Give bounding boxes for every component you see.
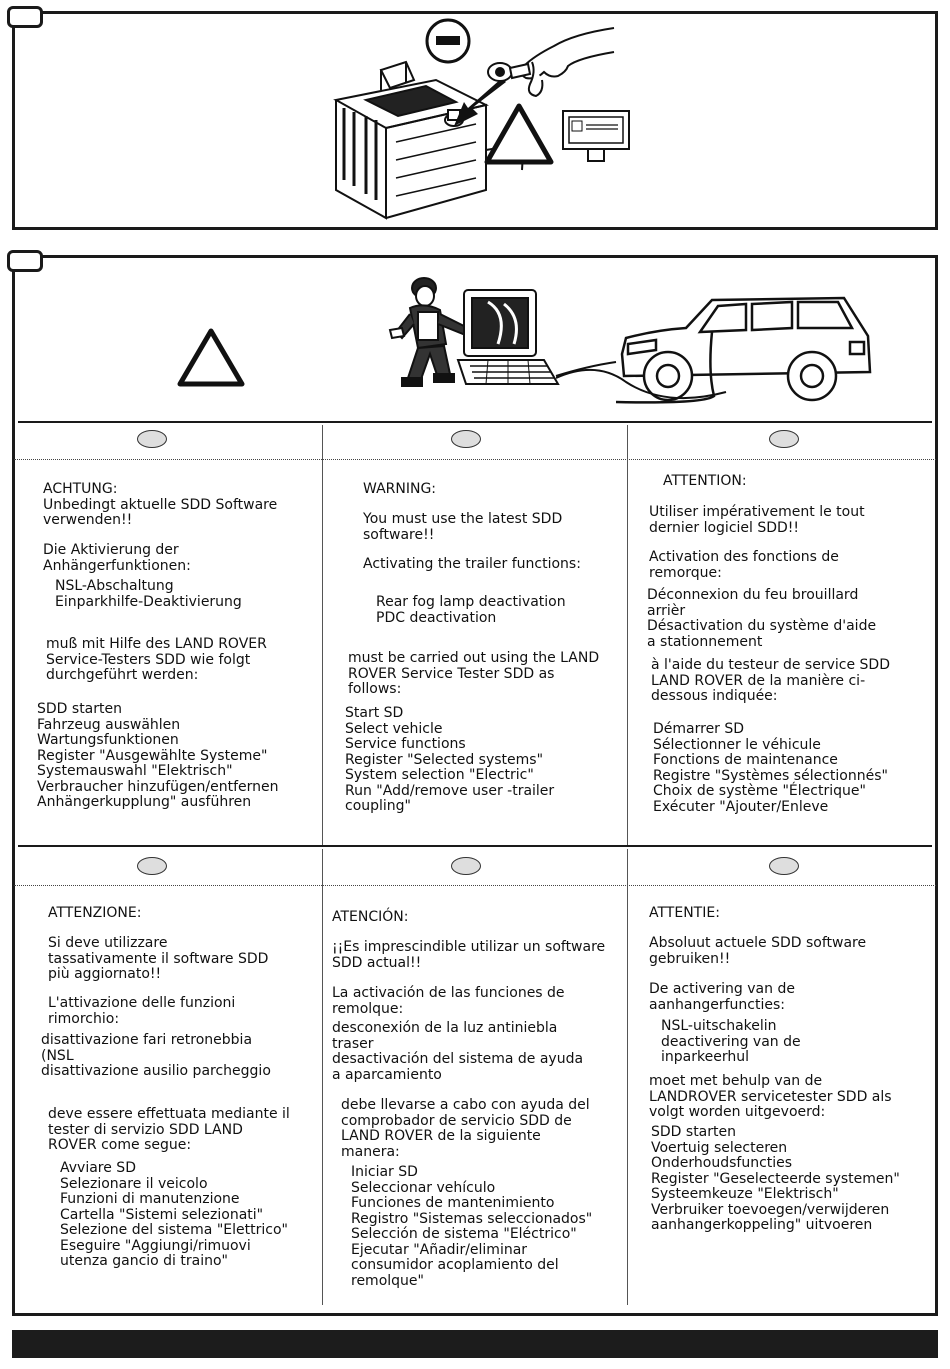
middle-rule xyxy=(18,845,932,847)
warning-triangle-icon xyxy=(483,102,555,166)
text-block: L'attivazione delle funzioni rimorchio: xyxy=(48,995,236,1027)
text-block: ATTENTION: xyxy=(663,473,747,489)
language-marker xyxy=(451,857,481,875)
text-block: Iniciar SD Seleccionar vehículo Funciones de mantenimiento Registro "Sistemas seleccionados" Selección de sistema "Eléctrico" Ejecutar "Añadir/eliminar consumidor acoplamiento del remolque" xyxy=(351,1164,593,1289)
text-block: must be carried out using the LAND ROVER Service Tester SDD as follows: xyxy=(348,650,600,697)
text-block: ATTENTIE: xyxy=(649,905,720,921)
warning-triangle-icon xyxy=(175,325,247,389)
column-divider xyxy=(627,849,628,1305)
text-block: ATENCIÓN: xyxy=(332,909,409,925)
text-block: Activating the trailer functions: xyxy=(363,556,581,572)
text-block: ¡¡Es imprescindible utilizar un software SDD actual!! xyxy=(332,939,606,971)
text-block: Absoluut actuele SDD software gebruiken!! xyxy=(649,935,867,967)
text-block: à l'aide du testeur de service SDD LAND ROVER de la manière ci- dessous indiquée: xyxy=(651,657,890,704)
text-block: Démarrer SD Sélectionner le véhicule Fonctions de maintenance Registre "Systèmes sélectionnés" Choix de système "Électrique" Exécuter "Ajouter/Enleve xyxy=(653,721,888,815)
language-marker xyxy=(137,857,167,875)
text-block: desconexión de la luz antiniebla traser desactivación del sistema de ayuda a aparcamiento xyxy=(332,1020,584,1083)
text-block: Rear fog lamp deactivation PDC deactivation xyxy=(376,594,566,626)
text-block: ACHTUNG: Unbedingt aktuelle SDD Software verwenden!! xyxy=(43,481,278,528)
footer-bar xyxy=(12,1330,938,1358)
radio-display-icon xyxy=(560,108,632,164)
text-block: Utiliser impérativement le tout dernier logiciel SDD!! xyxy=(649,504,865,536)
text-block: De activering van de aanhangerfuncties: xyxy=(649,981,795,1013)
text-block: SDD starten Voertuig selecteren Onderhoudsfuncties Register "Geselecteerde systemen" Systeemkeuze "Elektrisch" Verbruiker toevoegen/verwijderen aanhangerkoppeling" uitvoeren xyxy=(651,1124,900,1233)
language-marker xyxy=(451,430,481,448)
diagnostic-cable xyxy=(556,352,732,408)
step2-number-tab xyxy=(7,250,43,272)
table-top-rule xyxy=(18,421,932,423)
text-block: moet met behulp van de LANDROVER servicetester SDD als volgt worden uitgevoerd: xyxy=(649,1073,892,1120)
column-divider xyxy=(322,849,323,1305)
top-row-dotted-rule xyxy=(14,459,936,460)
text-block: You must use the latest SDD software!! xyxy=(363,511,563,543)
text-block: Activation des fonctions de remorque: xyxy=(649,549,839,581)
text-block: Die Aktivierung der Anhängerfunktionen: xyxy=(43,542,191,574)
text-block: NSL-uitschakelin deactivering van de inparkeerhul xyxy=(661,1018,801,1065)
text-block: WARNING: xyxy=(363,481,437,497)
text-block: Start SD Select vehicle Service functions Register "Selected systems" System selection "Electric" Run "Add/remove user -trailer coupling" xyxy=(345,705,555,814)
text-block: NSL-Abschaltung Einparkhilfe-Deaktivierung xyxy=(55,578,242,610)
column-divider xyxy=(627,425,628,845)
text-block: debe llevarse a cabo con ayuda del comprobador de servicio SDD de LAND ROVER de la siguiente manera: xyxy=(341,1097,590,1160)
language-marker xyxy=(137,430,167,448)
language-marker xyxy=(769,857,799,875)
column-divider xyxy=(322,425,323,845)
text-block: ATTENZIONE: xyxy=(48,905,142,921)
text-block: muß mit Hilfe des LAND ROVER Service-Testers SDD wie folgt durchgeführt werden: xyxy=(46,636,267,683)
language-marker xyxy=(769,430,799,448)
text-block: SDD starten Fahrzeug auswählen Wartungsfunktionen Register "Ausgewählte Systeme" Systemauswahl "Elektrisch" Verbraucher hinzufügen/entfernen Anhängerkupplung" ausführen xyxy=(37,701,279,810)
bottom-row-dotted-rule xyxy=(14,885,936,886)
text-block: Si deve utilizzare tassativamente il software SDD più aggiornato!! xyxy=(48,935,269,982)
hand-disconnect-icon xyxy=(484,22,619,102)
text-block: Avviare SD Selezionare il veicolo Funzioni di manutenzione Cartella "Sistemi selezionati" Selezione del sistema "Elettrico" Eseguire "Aggiungi/rimuovi utenza gancio di traino" xyxy=(60,1160,288,1269)
text-block: deve essere effettuata mediante il tester di servizio SDD LAND ROVER come segue: xyxy=(48,1106,290,1153)
text-block: Déconnexion du feu brouillard arrièr Désactivation du système d'aide a stationnement xyxy=(647,587,877,650)
text-block: disattivazione fari retronebbia (NSL disattivazione ausilio parcheggio xyxy=(41,1032,271,1079)
step1-number-tab xyxy=(7,6,43,28)
text-block: La activación de las funciones de remolque: xyxy=(332,985,565,1017)
